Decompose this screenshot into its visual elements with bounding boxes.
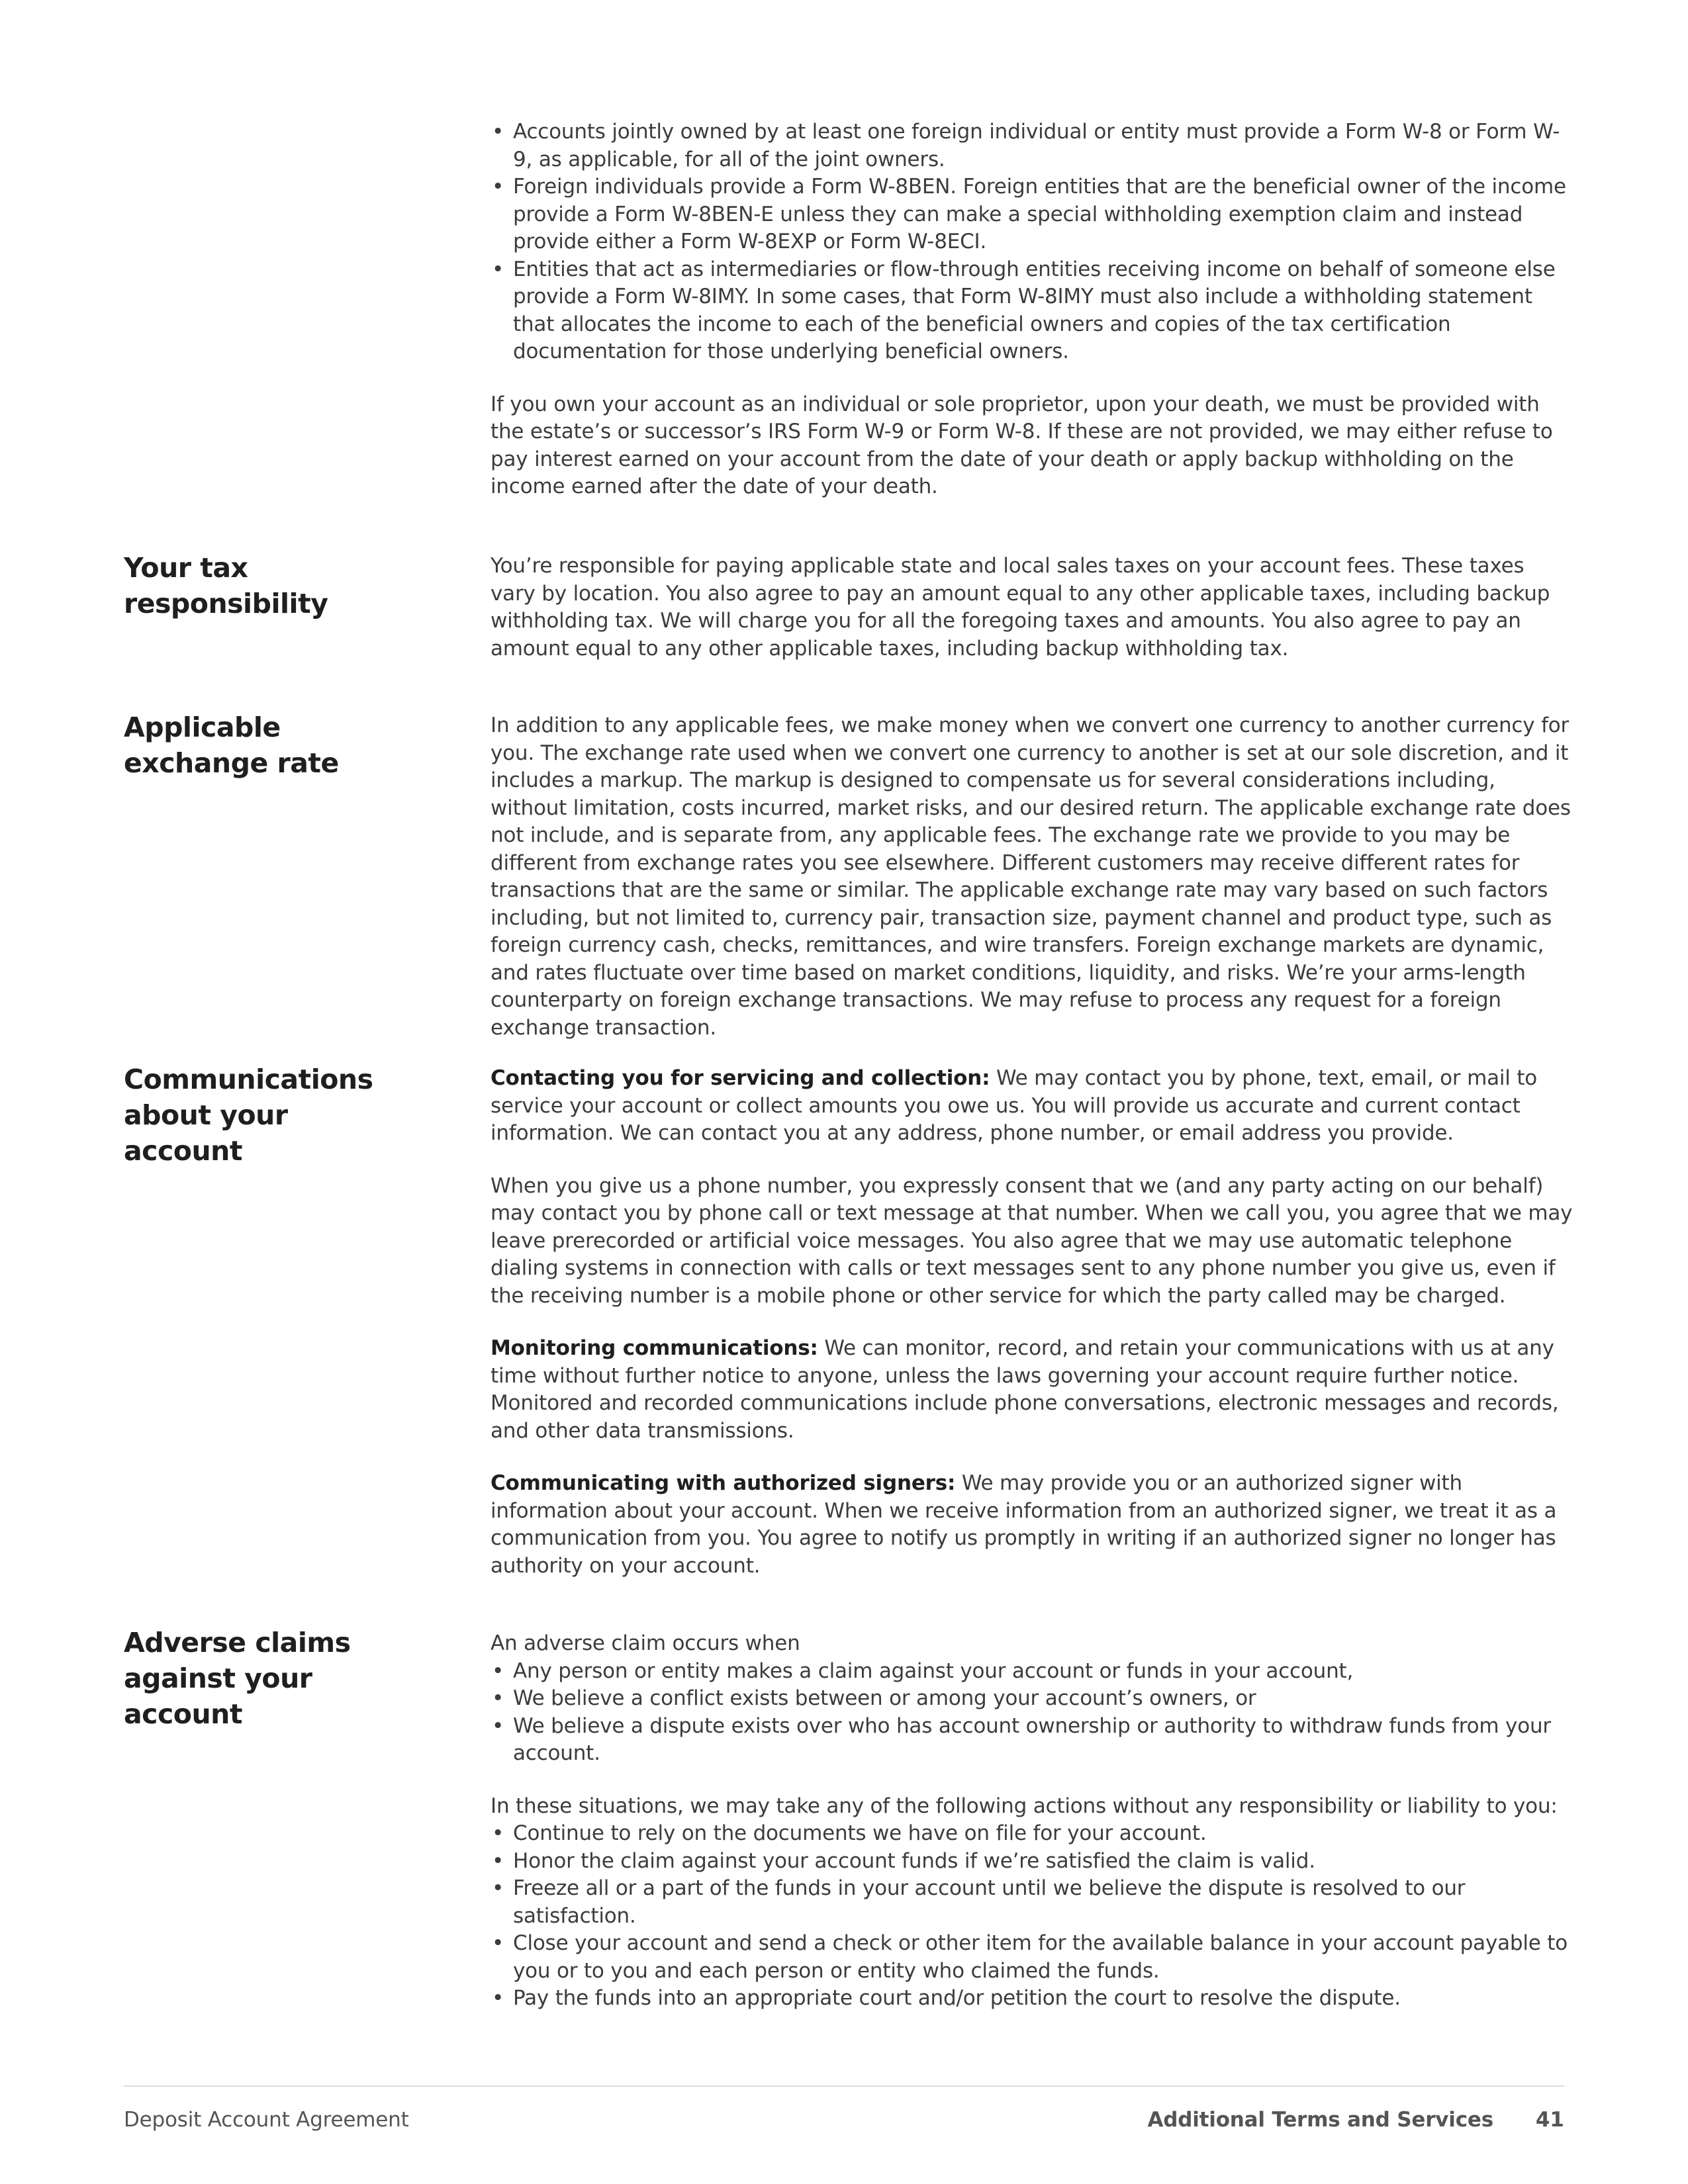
list-item: • Pay the funds into an appropriate court and/or petition the court to resolve the dispute.: [491, 1985, 1575, 2013]
list-item: • Accounts jointly owned by at least one foreign individual or entity must provide a Form W-8 or Form W-9, as applicable, for all of the joint owners.: [491, 118, 1575, 173]
servicing-heading: Contacting you for servicing and collection:: [491, 1066, 990, 1090]
adverse-occurs-list: [491, 1658, 1575, 1768]
section-title-adverse: Adverse claims against your account: [124, 1627, 351, 1730]
adverse-actions-intro: In these situations, we may take any of the following actions without any responsibility or liability to you:: [491, 1794, 1558, 1818]
tax-block: [491, 553, 1575, 662]
servicing-paragraph: [491, 1065, 1575, 1148]
signers-paragraph: [491, 1470, 1575, 1580]
section-title-tax: Your tax responsibility: [124, 552, 328, 619]
list-item: • Continue to rely on the documents we have on file for your account.: [491, 1820, 1575, 1848]
signers-heading: Communicating with authorized signers:: [491, 1471, 956, 1495]
section-title-communications: Communications about your account: [124, 1064, 373, 1167]
adverse-block: [491, 1630, 1575, 2013]
exchange-block: [491, 712, 1575, 1042]
footer-document-name: Deposit Account Agreement: [124, 2108, 409, 2132]
footer-divider: [124, 2085, 1564, 2087]
exchange-paragraph: In addition to any applicable fees, we make money when we convert one currency to another currency for you. The exchange rate used when we convert one currency to another is set at our sole discretion, and it includes a markup. The markup is designed to compensate us for several considerations including, without limitation, costs incurred, market risks, and our desired return. The applicable exchange rate does not include, and is separate from, any applicable fees. The exchange rate we provide to you may be different from exchange rates you see elsewhere. Different customers may receive different rates for transactions that are the same or similar. The applicable exchange rate may vary based on such factors including, but not limited to, currency pair, transaction size, payment channel and product type, such as foreign currency cash, checks, remittances, and wire transfers. Foreign exchange markets are dynamic, and rates fluctuate over time based on market conditions, liquidity, and risks. We’re your arms-length counterparty on foreign exchange transactions. We may refuse to process any request for a foreign exchange transaction.: [491, 713, 1571, 1040]
monitoring-paragraph: [491, 1335, 1575, 1445]
list-item: • We believe a dispute exists over who has account ownership or authority to withdraw funds from your account.: [491, 1713, 1575, 1768]
section-title-exchange: Applicable exchange rate: [124, 711, 339, 779]
communications-block: [491, 1065, 1575, 1580]
page-number: 41: [1535, 2108, 1564, 2132]
list-item: • We believe a conflict exists between or among your account’s owners, or: [491, 1685, 1575, 1713]
servicing-text: We may contact you by phone, text, email, or mail to service your account or collect amounts you owe us. You will provide us accurate and current contact information. We can contact you at any address, phone number, or email address you provide.: [491, 1066, 1538, 1145]
list-item: • Any person or entity makes a claim against your account or funds in your account,: [491, 1658, 1575, 1686]
monitoring-text: We can monitor, record, and retain your communications with us at any time without further notice to anyone, unless the laws governing your account require further notice. Monitored and recorded communications include phone conversations, electronic messages and records, and other data transmissions.: [491, 1336, 1559, 1443]
death-paragraph: If you own your account as an individual or sole proprietor, upon your death, we must be provided with the estate’s or successor’s IRS Form W-9 or Form W-8. If these are not provided, we may either refuse to pay interest earned on your account from the date of your death or apply backup withholding on the income earned after the date of your death.: [491, 392, 1553, 498]
list-item: • Foreign individuals provide a Form W-8BEN. Foreign entities that are the beneficial owner of the income provide a Form W-8BEN-E unless they can make a special withholding exemption claim and instead provide either a Form W-8EXP or Form W-8ECI.: [491, 173, 1575, 256]
adverse-actions-list: [491, 1820, 1575, 2013]
foreign-forms-block: [491, 118, 1575, 501]
list-item: • Close your account and send a check or other item for the available balance in your account payable to you or to you and each person or entity who claimed the funds.: [491, 1930, 1575, 1985]
tax-paragraph: You’re responsible for paying applicable state and local sales taxes on your account fees. These taxes vary by location. You also agree to pay an amount equal to any other applicable taxes, including backup withholding tax. We will charge you for all the foregoing taxes and amounts. You also agree to pay an amount equal to any other applicable taxes, including backup withholding tax.: [491, 554, 1550, 660]
list-item: • Entities that act as intermediaries or flow-through entities receiving income on behalf of someone else provide a Form W-8IMY. In some cases, that Form W-8IMY must also include a withholding statement that allocates the income to each of the beneficial owners and copies of the tax certification documentation for those underlying beneficial owners.: [491, 256, 1575, 366]
monitoring-heading: Monitoring communications:: [491, 1336, 818, 1360]
phone-consent-paragraph: When you give us a phone number, you expressly consent that we (and any party acting on our behalf) may contact you by phone call or text message at that number. When we call you, you agree that we may leave prerecorded or artificial voice messages. You also agree that we may use automatic telephone dialing systems in connection with calls or text messages sent to any phone number you give us, even if the receiving number is a mobile phone or other service for which the party called may be charged.: [491, 1173, 1573, 1308]
adverse-intro: An adverse claim occurs when: [491, 1631, 800, 1655]
list-item: • Honor the claim against your account funds if we’re satisfied the claim is valid.: [491, 1848, 1575, 1876]
list-item: • Freeze all or a part of the funds in your account until we believe the dispute is resolved to our satisfaction.: [491, 1875, 1575, 1930]
footer-section-name: Additional Terms and Services: [1147, 2108, 1493, 2132]
signers-text: We may provide you or an authorized signer with information about your account. When we receive information from an authorized signer, we treat it as a communication from you. You agree to notify us promptly in writing if an authorized signer no longer has authority on your account.: [491, 1471, 1557, 1578]
foreign-forms-list: [491, 118, 1575, 366]
